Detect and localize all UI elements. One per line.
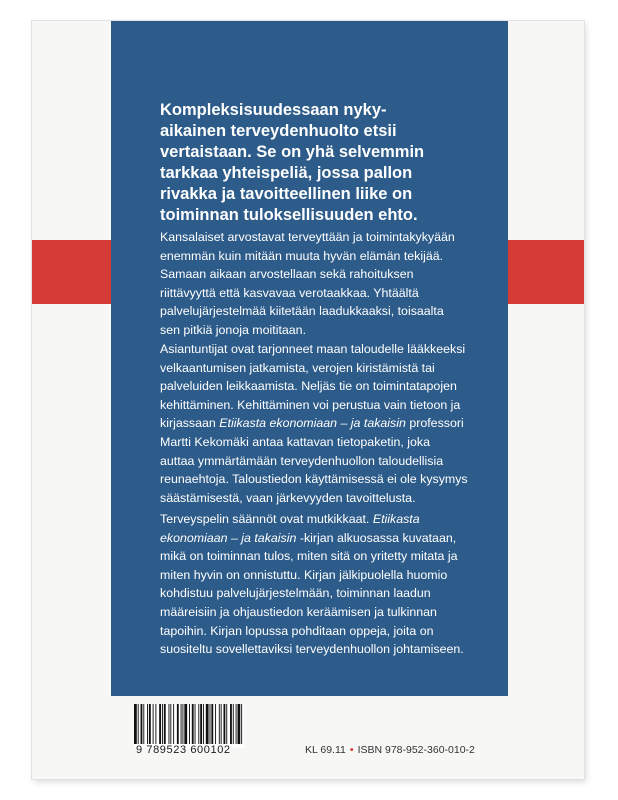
barcode-bar — [149, 704, 151, 744]
barcode-bar — [153, 704, 154, 744]
barcode-bar — [189, 704, 190, 744]
barcode-bar — [241, 704, 242, 744]
paragraph-3-part-2: -kirjan alkuosassa kuvataan, mikä on toiminnan tulos, miten sitä on yritetty mitata ja miten hyvin on onnistuttu. Kirjan jälkipuolella huomio kohdistuu palvelujärjestelmään, toiminnan laadun määreisiin ja ohjaustiedon keräämisen ja tulkinnan tapoihin. Kirjan lopussa pohditaan oppeja, joita on suositeltu sovellettaviksi terveydenhuollon johtamiseen. — [160, 530, 464, 657]
barcode-bar — [195, 704, 196, 744]
barcode-bar — [141, 704, 143, 744]
barcode-bar — [155, 704, 156, 744]
barcode-bar — [147, 704, 148, 744]
barcode-bar — [181, 704, 182, 744]
barcode-bar — [206, 704, 209, 744]
barcode-bar — [203, 704, 204, 744]
barcode-bar — [223, 704, 225, 744]
barcode-bar — [210, 704, 211, 744]
paragraph-3-part-1: Terveyspelin säännöt ovat mutkikkaat. — [160, 512, 373, 526]
barcode-bar — [170, 704, 171, 744]
barcode-bar — [182, 704, 183, 744]
barcode-bar — [236, 704, 237, 744]
barcode-bar — [138, 704, 139, 744]
barcode-bar — [162, 704, 163, 744]
book-title-italic-2: Etiikasta ekonomiaan – ja takaisin — [160, 512, 420, 545]
separator-bullet: • — [349, 744, 354, 756]
barcode-bar — [143, 704, 144, 744]
barcode-bar — [177, 704, 179, 744]
paragraph-1: Kansalaiset arvostavat terveyttään ja toimintakykyään enemmän kuin mitään muuta hyvän elämän tekijää. Samaan aikaan arvostellaan sekä rahoituksen riittävyyttä että kasvavaa verotaakkaa. Yhtäältä palvelujärjestelmää kiitetään laadukkaaksi, toisaalta sen pitkiä jonoja moititaan. — [160, 230, 455, 337]
classification-line — [305, 744, 475, 756]
paragraph-2 — [160, 340, 485, 507]
barcode-bar — [230, 704, 232, 744]
barcode-digits: 9 789523 600102 — [136, 744, 231, 756]
book-title-italic: Etiikasta ekonomiaan – ja takaisin — [219, 416, 406, 431]
barcode-bar — [215, 704, 216, 744]
lead-paragraph: Kompleksisuudessaan nyky- aikainen terveydenhuolto etsii vertaistaan. Se on yhä selvemmin tarkkaa yhteispeliä, jossa pallon rivakka ja tavoitteellinen liike on toiminnan tuloksellisuuden ehto. — [160, 101, 425, 224]
paragraph-2-part-2: professori Martti Kekomäki antaa kattavan tietopaketin, joka auttaa ymmärtämään terveydenhuollon taloudellisia reunaehtoja. Taloustiedon käyttämisessä ei ole kysymys säästämisestä, vaan järkevyyden tavoittelusta. — [160, 416, 468, 505]
barcode-bar — [211, 704, 213, 744]
barcode — [134, 704, 244, 748]
barcode-bar — [134, 704, 137, 744]
isbn-number: ISBN 978-952-360-010-2 — [357, 744, 475, 756]
barcode-bar — [221, 704, 222, 744]
barcode-bar — [233, 704, 234, 744]
paragraph-2-part-1: Asiantuntijat ovat tarjonneet maan taloudelle lääkkeeksi velkaantumisen jatkamista, verojen kiristämistä tai palveluiden leikkaamista. Neljäs tie on toimintatapojen kehittäminen. Kehittäminen voi perustua vain tietoon ja kirjassaan — [160, 342, 466, 431]
barcode-bar — [198, 704, 199, 744]
paragraph-3 — [160, 510, 485, 659]
barcode-bar — [168, 704, 169, 744]
kl-code: KL 69.11 — [305, 744, 346, 756]
barcode-bar — [164, 704, 166, 744]
barcode-bar — [200, 704, 202, 744]
barcode-bar — [184, 704, 187, 744]
barcode-bar — [159, 704, 161, 744]
barcode-bar — [219, 704, 220, 744]
barcode-bar — [192, 704, 194, 744]
barcode-bar — [237, 704, 240, 744]
barcode-bar — [173, 704, 174, 744]
barcode-bar — [226, 704, 227, 744]
